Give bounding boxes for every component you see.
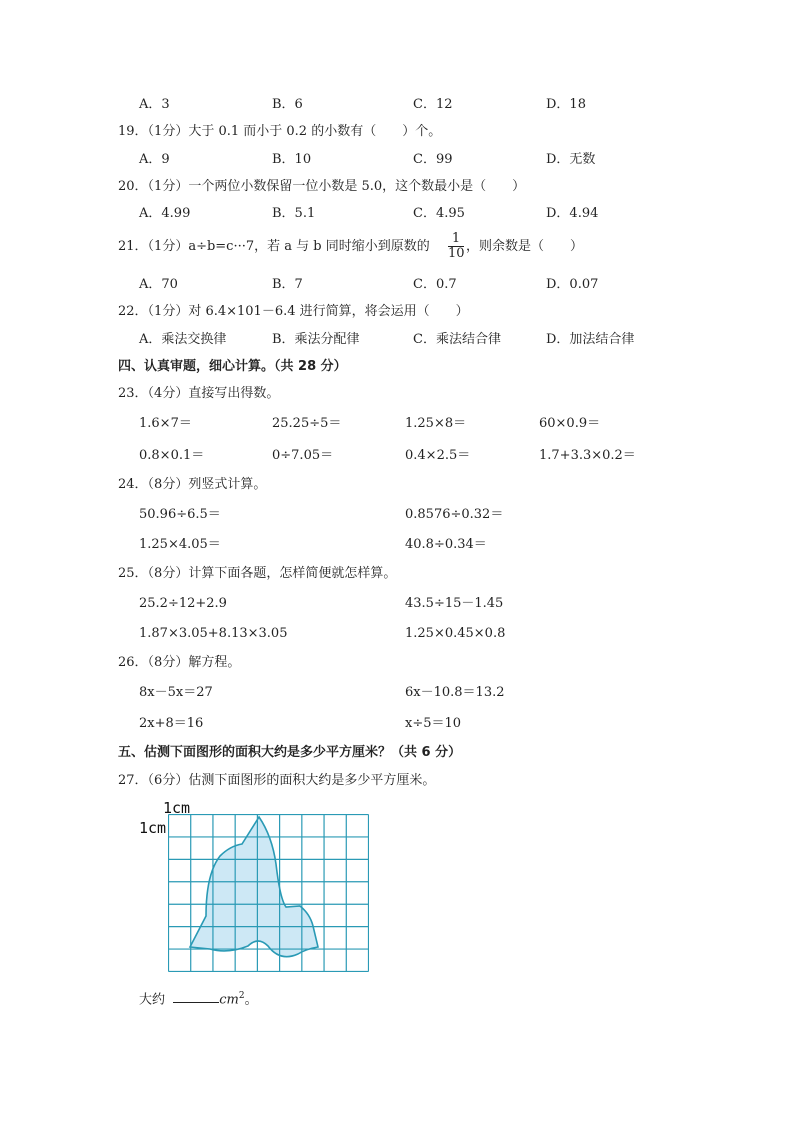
q22-option-c: C．乘法结合律 [413, 332, 501, 347]
q21-option-b: B．7 [272, 277, 303, 292]
q18-option-a: A．3 [139, 97, 170, 112]
q20-option-c: C．4.95 [413, 206, 465, 221]
q21-question-pre: 21．（1分）a÷b=c···7，若 a 与 b 同时缩小到原数的 [118, 239, 430, 254]
q26-item: 8x－5x＝27 [139, 685, 213, 700]
q25-item: 1.87×3.05+8.13×3.05 [139, 626, 288, 641]
q23-item: 1.25×8＝ [405, 416, 467, 431]
q27-question: 27．（6分）估测下面图形的面积大约是多少平方厘米。 [118, 773, 436, 788]
q23-question: 23．（4分）直接写出得数。 [118, 386, 280, 401]
unit-label-top: 1cm [163, 799, 191, 817]
q25-item: 1.25×0.45×0.8 [405, 626, 506, 641]
q26-item: 6x－10.8＝13.2 [405, 685, 505, 700]
irregular-shape [190, 817, 318, 957]
q18-option-d: D．18 [546, 97, 586, 112]
q24-question: 24．（8分）列竖式计算。 [118, 477, 267, 492]
q21-option-d: D．0.07 [546, 277, 599, 292]
q26-item: 2x+8＝16 [139, 716, 204, 731]
q19-option-d: D．无数 [546, 152, 596, 167]
q19-option-c: C．99 [413, 152, 453, 167]
q18-option-b: B．6 [272, 97, 303, 112]
q23-item: 25.25÷5＝ [272, 416, 342, 431]
q19-option-a: A．9 [139, 152, 170, 167]
q22-option-d: D．加法结合律 [546, 332, 635, 347]
answer-prefix: 大约 [139, 992, 166, 1008]
q18-option-c: C．12 [413, 97, 453, 112]
q24-item: 0.8576÷0.32＝ [405, 507, 504, 522]
q23-item: 60×0.9＝ [539, 416, 601, 431]
answer-superscript: 2 [238, 991, 245, 1001]
q20-option-a: A．4.99 [139, 206, 191, 221]
q23-item: 1.7+3.3×0.2＝ [539, 448, 636, 463]
q24-item: 40.8÷0.34＝ [405, 537, 487, 552]
q26-item: x÷5＝10 [405, 716, 462, 731]
q25-question: 25．（8分）计算下面各题，怎样简便就怎样算。 [118, 566, 397, 581]
answer-unit: cm [219, 992, 239, 1008]
q27-answer-line [139, 988, 258, 1008]
q23-item: 1.6×7＝ [139, 416, 192, 431]
q22-question: 22．（1分）对 6.4×101－6.4 进行简算，将会运用（ ） [118, 304, 469, 319]
q24-item: 50.96÷6.5＝ [139, 507, 221, 522]
q19-option-b: B．10 [272, 152, 312, 167]
q20-option-d: D．4.94 [546, 206, 599, 221]
q23-item: 0÷7.05＝ [272, 448, 334, 463]
answer-suffix: 。 [244, 992, 258, 1008]
q21-question-post: ，则余数是（ ） [466, 239, 584, 254]
q25-item: 43.5÷15－1.45 [405, 596, 504, 611]
q22-option-b: B．乘法分配律 [272, 332, 360, 347]
q19-question: 19．（1分）大于 0.1 而小于 0.2 的小数有（ ）个。 [118, 124, 442, 139]
q23-item: 0.4×2.5＝ [405, 448, 471, 463]
section-5-heading: 五、估测下面图形的面积大约是多少平方厘米？（共 6 分） [118, 745, 462, 760]
section-4-heading: 四、认真审题，细心计算。（共 28 分） [118, 359, 347, 374]
unit-label-left: 1cm [139, 819, 167, 837]
fraction-numerator: 1 [451, 231, 461, 246]
answer-blank[interactable] [173, 990, 219, 1003]
q26-question: 26．（8分）解方程。 [118, 655, 241, 670]
fraction-denominator: 10 [448, 246, 465, 261]
q22-option-a: A．乘法交换律 [139, 332, 227, 347]
q25-item: 25.2÷12+2.9 [139, 596, 227, 611]
q21-option-a: A．70 [139, 277, 178, 292]
estimation-grid-figure [168, 814, 369, 972]
q20-question: 20．（1分）一个两位小数保留一位小数是 5.0，这个数最小是（ ） [118, 179, 526, 194]
q24-item: 1.25×4.05＝ [139, 537, 221, 552]
q23-item: 0.8×0.1＝ [139, 448, 205, 463]
q20-option-b: B．5.1 [272, 206, 316, 221]
q21-option-c: C．0.7 [413, 277, 457, 292]
fraction-one-tenth [448, 232, 464, 261]
